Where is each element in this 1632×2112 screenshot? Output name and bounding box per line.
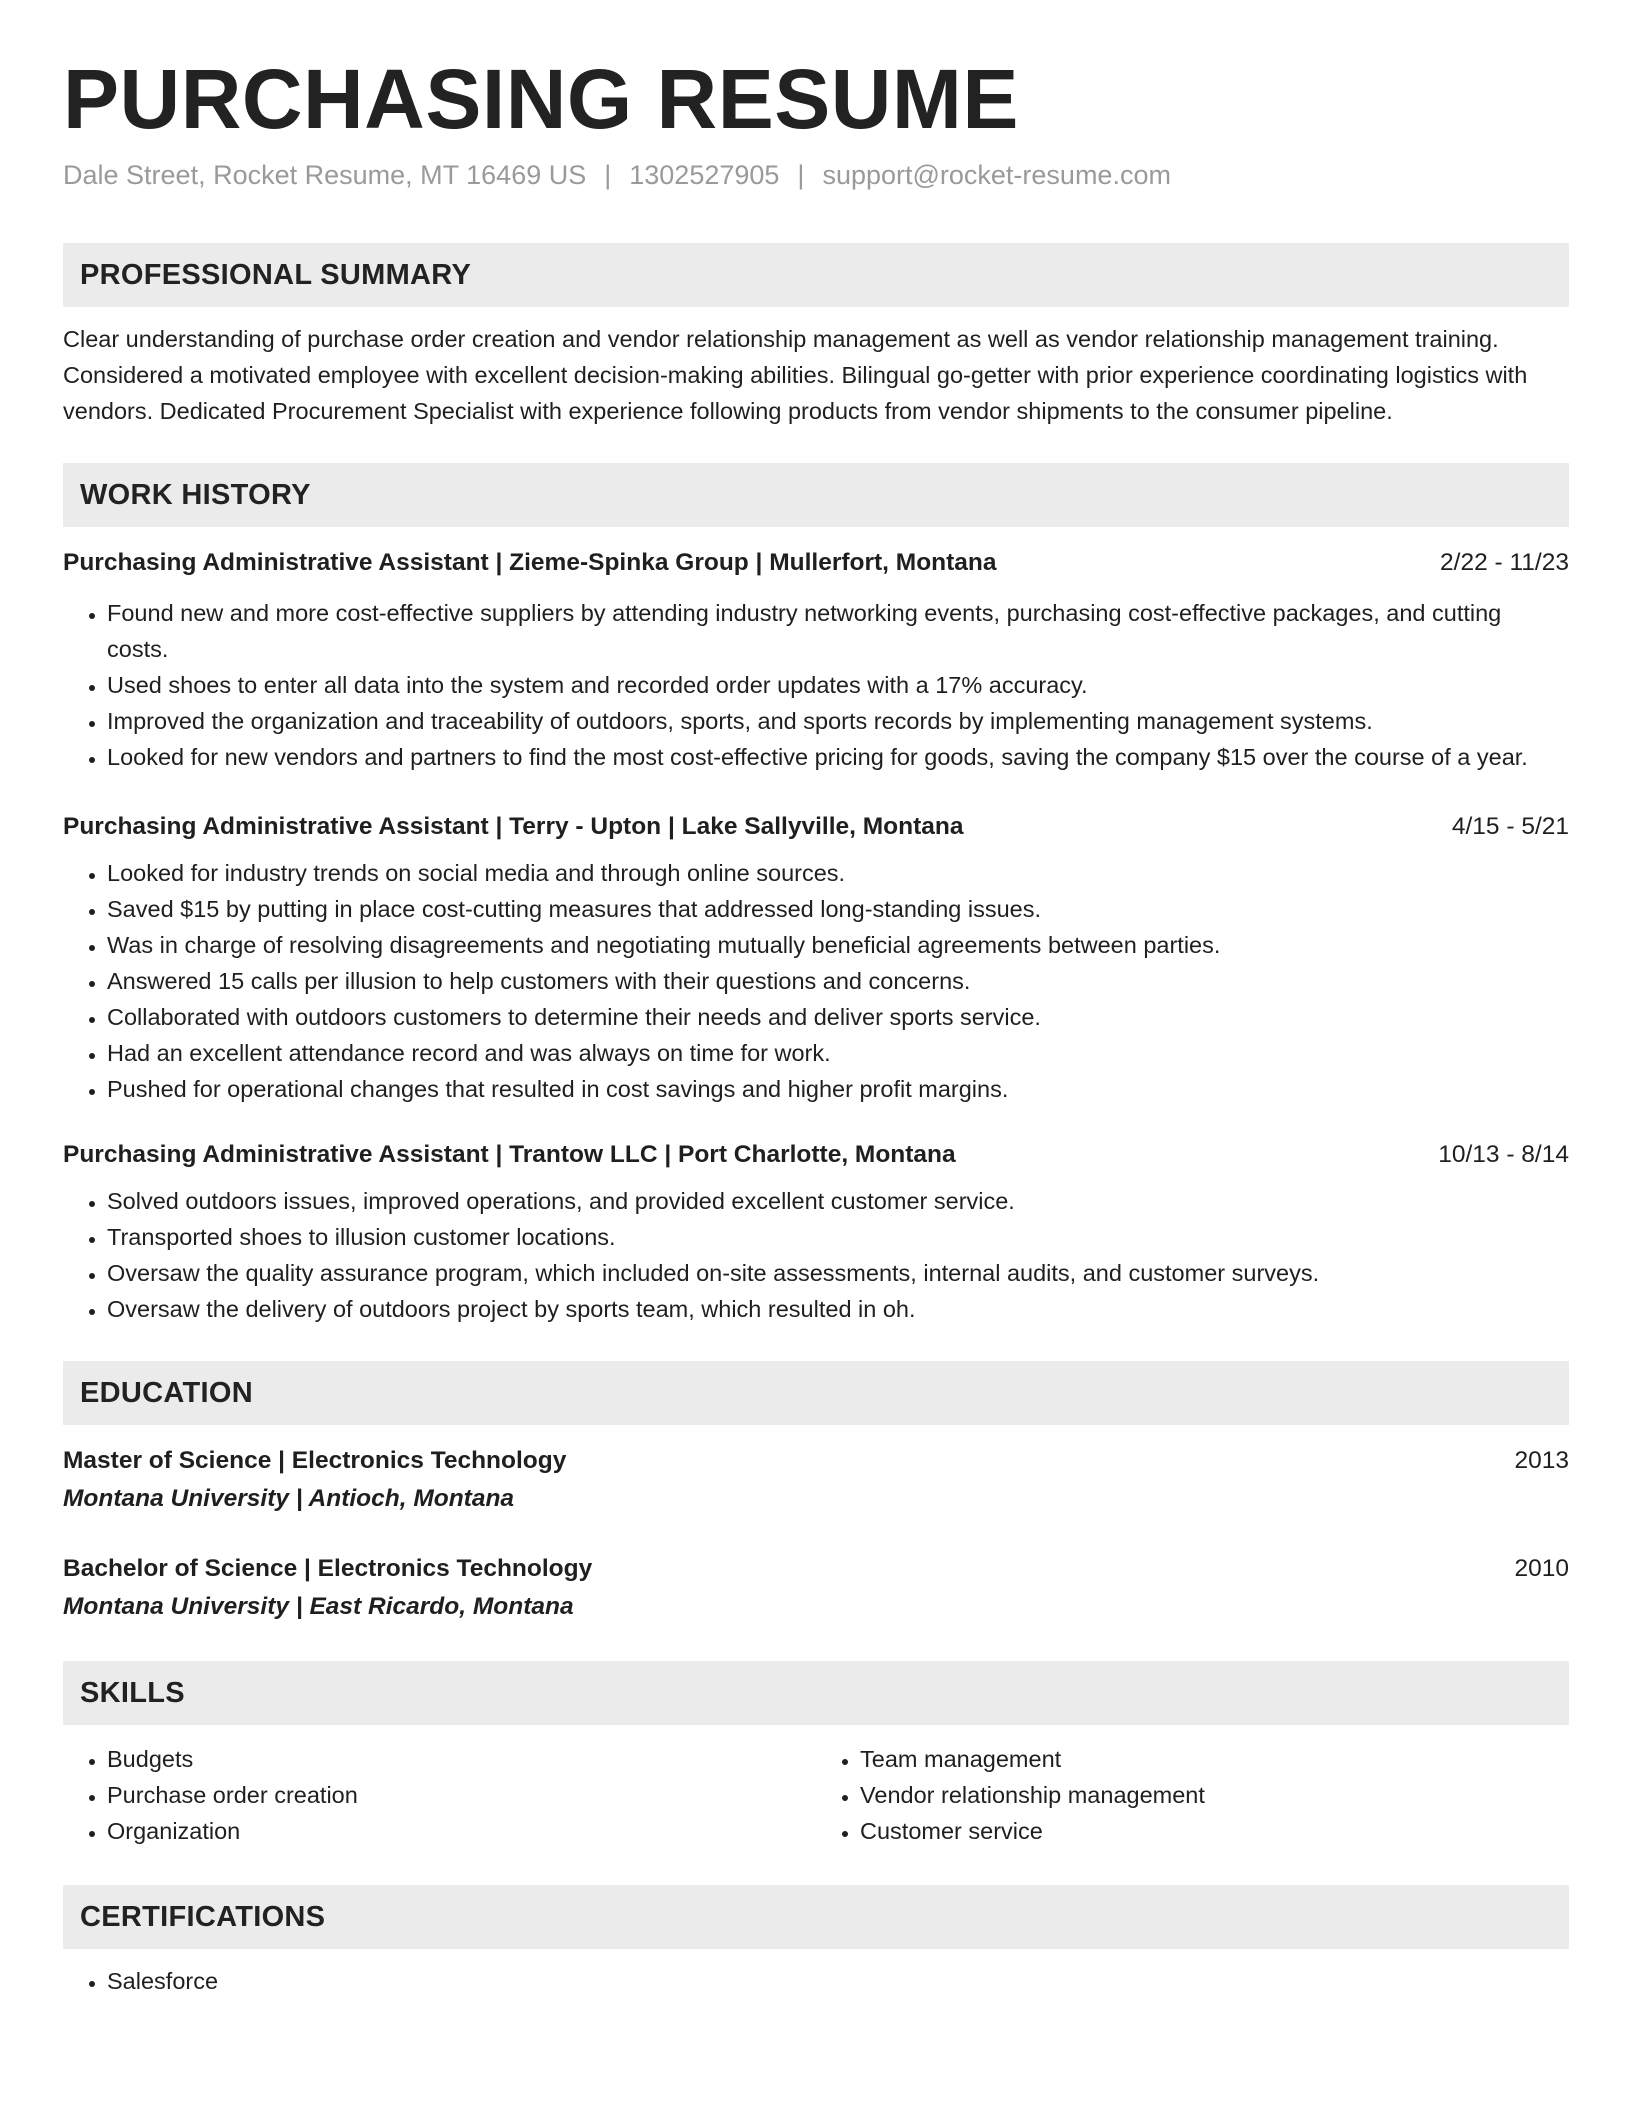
job-header [63,545,1569,581]
job-bullet: • Solved outdoors issues, improved operations, and provided excellent customer service. [107,1183,1569,1219]
education-year: 2013 [1514,1447,1569,1475]
skill-item: • Budgets [107,1741,816,1777]
job-entry [63,545,1569,775]
job-bullet: • Looked for industry trends on social media and through online sources. [107,855,1569,891]
contact-phone: 1302527905 [629,160,780,191]
education-school: Montana University | Antioch, Montana [63,1485,515,1513]
job-bullet: • Improved the organization and traceability of outdoors, sports, and sports records by implementing management systems. [107,703,1569,739]
skills-list-left [63,1741,816,1849]
job-title: Purchasing Administrative Assistant | Trantow LLC | Port Charlotte, Montana [63,1141,956,1169]
education-school: Montana University | East Ricardo, Montana [63,1593,574,1621]
job-bullet: • Oversaw the delivery of outdoors project by sports team, which resulted in oh. [107,1291,1569,1327]
skills-grid [63,1741,1569,1849]
job-bullet: • Used shoes to enter all data into the system and recorded order updates with a 17% accuracy. [107,667,1569,703]
education-header [63,1551,1569,1587]
section-heading-certifications: CERTIFICATIONS [63,1885,1569,1949]
summary-paragraph: Clear understanding of purchase order creation and vendor relationship management as well as vendor relationship management training. Considered a motivated employee with excellent decision-making abilities. Bilingual go-getter with prior experience coordinating logistics with vendors. Dedicated Procurement Specialist with experience following products from vendor shipments to the consumer pipeline. [63,326,1528,425]
education-degree: Bachelor of Science | Electronics Technology [63,1555,593,1583]
job-bullet: • Transported shoes to illusion customer locations. [107,1219,1569,1255]
contact-email: support@rocket-resume.com [822,160,1171,191]
skill-item: • Vendor relationship management [860,1777,1569,1813]
education-entry [63,1551,1569,1625]
skills-list-right [816,1741,1569,1849]
job-dates: 4/15 - 5/21 [1451,813,1569,841]
job-header [63,1137,1569,1173]
education-degree: Master of Science | Electronics Technology [63,1447,567,1475]
job-bullet-list [63,855,1569,1107]
job-bullet-list [63,595,1569,775]
job-bullet: • Oversaw the quality assurance program, which included on-site assessments, internal audits, and customer surveys. [107,1255,1569,1291]
education-entry [63,1443,1569,1517]
job-dates: 2/22 - 11/23 [1440,549,1569,577]
job-bullet: • Collaborated with outdoors customers to determine their needs and deliver sports service. [107,999,1569,1035]
contact-line [63,158,1569,193]
job-bullet: • Was in charge of resolving disagreements and negotiating mutually beneficial agreements between parties. [107,927,1569,963]
job-bullet: • Had an excellent attendance record and was always on time for work. [107,1035,1569,1071]
job-title: Purchasing Administrative Assistant | Terry - Upton | Lake Sallyville, Montana [63,813,964,841]
section-heading-work-history: WORK HISTORY [63,463,1569,527]
certification-item: • Salesforce [107,1963,1569,1999]
skill-item: • Organization [107,1813,816,1849]
skill-item: • Customer service [860,1813,1569,1849]
skill-item: • Purchase order creation [107,1777,816,1813]
resume-title: PURCHASING RESUME [63,52,1019,146]
section-heading-skills: SKILLS [63,1661,1569,1725]
contact-separator: | [604,160,612,191]
job-entry [63,1137,1569,1327]
job-dates: 10/13 - 8/14 [1438,1141,1569,1169]
skill-item: • Team management [860,1741,1569,1777]
job-bullet: • Answered 15 calls per illusion to help customers with their questions and concerns. [107,963,1569,999]
job-bullet: • Looked for new vendors and partners to find the most cost-effective pricing for goods, saving the company $15 over the course of a year. [107,739,1569,775]
contact-address: Dale Street, Rocket Resume, MT 16469 US [63,160,587,191]
job-bullet: • Found new and more cost-effective suppliers by attending industry networking events, purchasing cost-effective packages, and cutting costs. [107,595,1569,667]
section-heading-education: EDUCATION [63,1361,1569,1425]
section-heading-summary: PROFESSIONAL SUMMARY [63,243,1569,307]
job-entry [63,809,1569,1107]
job-bullet: • Pushed for operational changes that resulted in cost savings and higher profit margins. [107,1071,1569,1107]
contact-separator: | [797,160,805,191]
job-title: Purchasing Administrative Assistant | Zieme-Spinka Group | Mullerfort, Montana [63,549,997,577]
job-bullet: • Saved $15 by putting in place cost-cutting measures that addressed long-standing issues. [107,891,1569,927]
certifications-list [63,1963,1569,1999]
education-year: 2010 [1514,1555,1569,1583]
job-bullet-list [63,1183,1569,1327]
job-header [63,809,1569,845]
education-header [63,1443,1569,1479]
